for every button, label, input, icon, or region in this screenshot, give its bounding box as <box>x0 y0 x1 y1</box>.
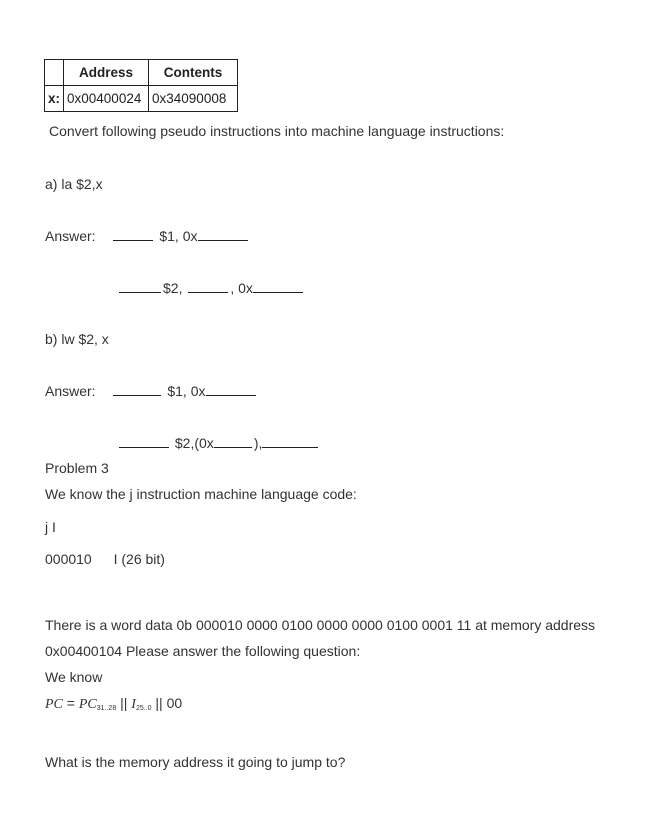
table-row <box>45 86 238 112</box>
pc-formula <box>45 695 182 713</box>
table-header-row <box>45 60 238 86</box>
answer-blank[interactable] <box>113 394 161 396</box>
part-b-title: b) lw $2, x <box>45 331 109 347</box>
we-know-text: We know <box>45 669 103 685</box>
part-b-line2-b: ), <box>253 435 263 451</box>
part-a-answer-label: Answer: <box>45 228 96 244</box>
table-row-contents: 0x34090008 <box>149 86 238 112</box>
answer-blank[interactable] <box>253 291 303 293</box>
table-header-blank <box>45 60 64 86</box>
answer-blank[interactable] <box>119 446 169 448</box>
table-header-address: Address <box>64 60 149 86</box>
word-data-line2: 0x00400104 Please answer the following question: <box>45 643 361 659</box>
answer-blank[interactable] <box>113 239 153 241</box>
formula-lhs: PC <box>45 697 63 712</box>
table-header-contents: Contents <box>149 60 238 86</box>
part-a-line2 <box>119 280 305 296</box>
formula-pc: PC <box>78 697 97 712</box>
part-a-line2-sep: , <box>230 280 235 296</box>
problem3-title: Problem 3 <box>45 460 109 476</box>
part-b-line2-a: $2,(0x <box>174 435 214 451</box>
answer-blank[interactable] <box>198 239 248 241</box>
part-a-line1-text: $1, 0x <box>159 228 198 244</box>
table-row-address: 0x00400024 <box>64 86 149 112</box>
part-a-answer <box>45 228 250 244</box>
part-b-answer-label: Answer: <box>45 383 96 399</box>
formula-sep2: || <box>155 695 163 711</box>
table-row-label: x: <box>45 86 64 112</box>
j-opcode: 000010 <box>45 551 92 567</box>
answer-blank[interactable] <box>214 446 252 448</box>
j-format-fields <box>45 551 165 567</box>
part-b-answer <box>45 383 258 399</box>
j-immediate: I (26 bit) <box>113 551 165 567</box>
formula-i: I <box>131 697 136 712</box>
answer-blank[interactable] <box>188 291 228 293</box>
part-b-line2 <box>119 435 320 451</box>
part-a-line2-hex: 0x <box>238 280 253 296</box>
answer-blank[interactable] <box>262 446 318 448</box>
intro-text: Convert following pseudo instructions into machine language instructions: <box>49 123 505 139</box>
word-data-line1: There is a word data 0b 000010 0000 0100 0000 0000 0100 0001 11 at memory address <box>45 617 596 633</box>
formula-tail: 00 <box>166 695 183 711</box>
formula-eq: = <box>66 695 75 711</box>
formula-sep: || <box>120 695 128 711</box>
j-format-label: j I <box>45 519 56 535</box>
memory-table <box>44 59 238 112</box>
answer-blank[interactable] <box>206 394 256 396</box>
part-a-title: a) la $2,x <box>45 176 103 192</box>
problem3-desc: We know the j instruction machine language code: <box>45 486 357 502</box>
question-text: What is the memory address it going to jump to? <box>45 754 346 770</box>
answer-blank[interactable] <box>119 291 161 293</box>
formula-i-sub: 25..0 <box>135 705 152 712</box>
formula-pc-sub: 31..28 <box>96 705 117 712</box>
part-b-line1-text: $1, 0x <box>167 383 206 399</box>
part-a-line2-reg: $2, <box>163 280 183 296</box>
